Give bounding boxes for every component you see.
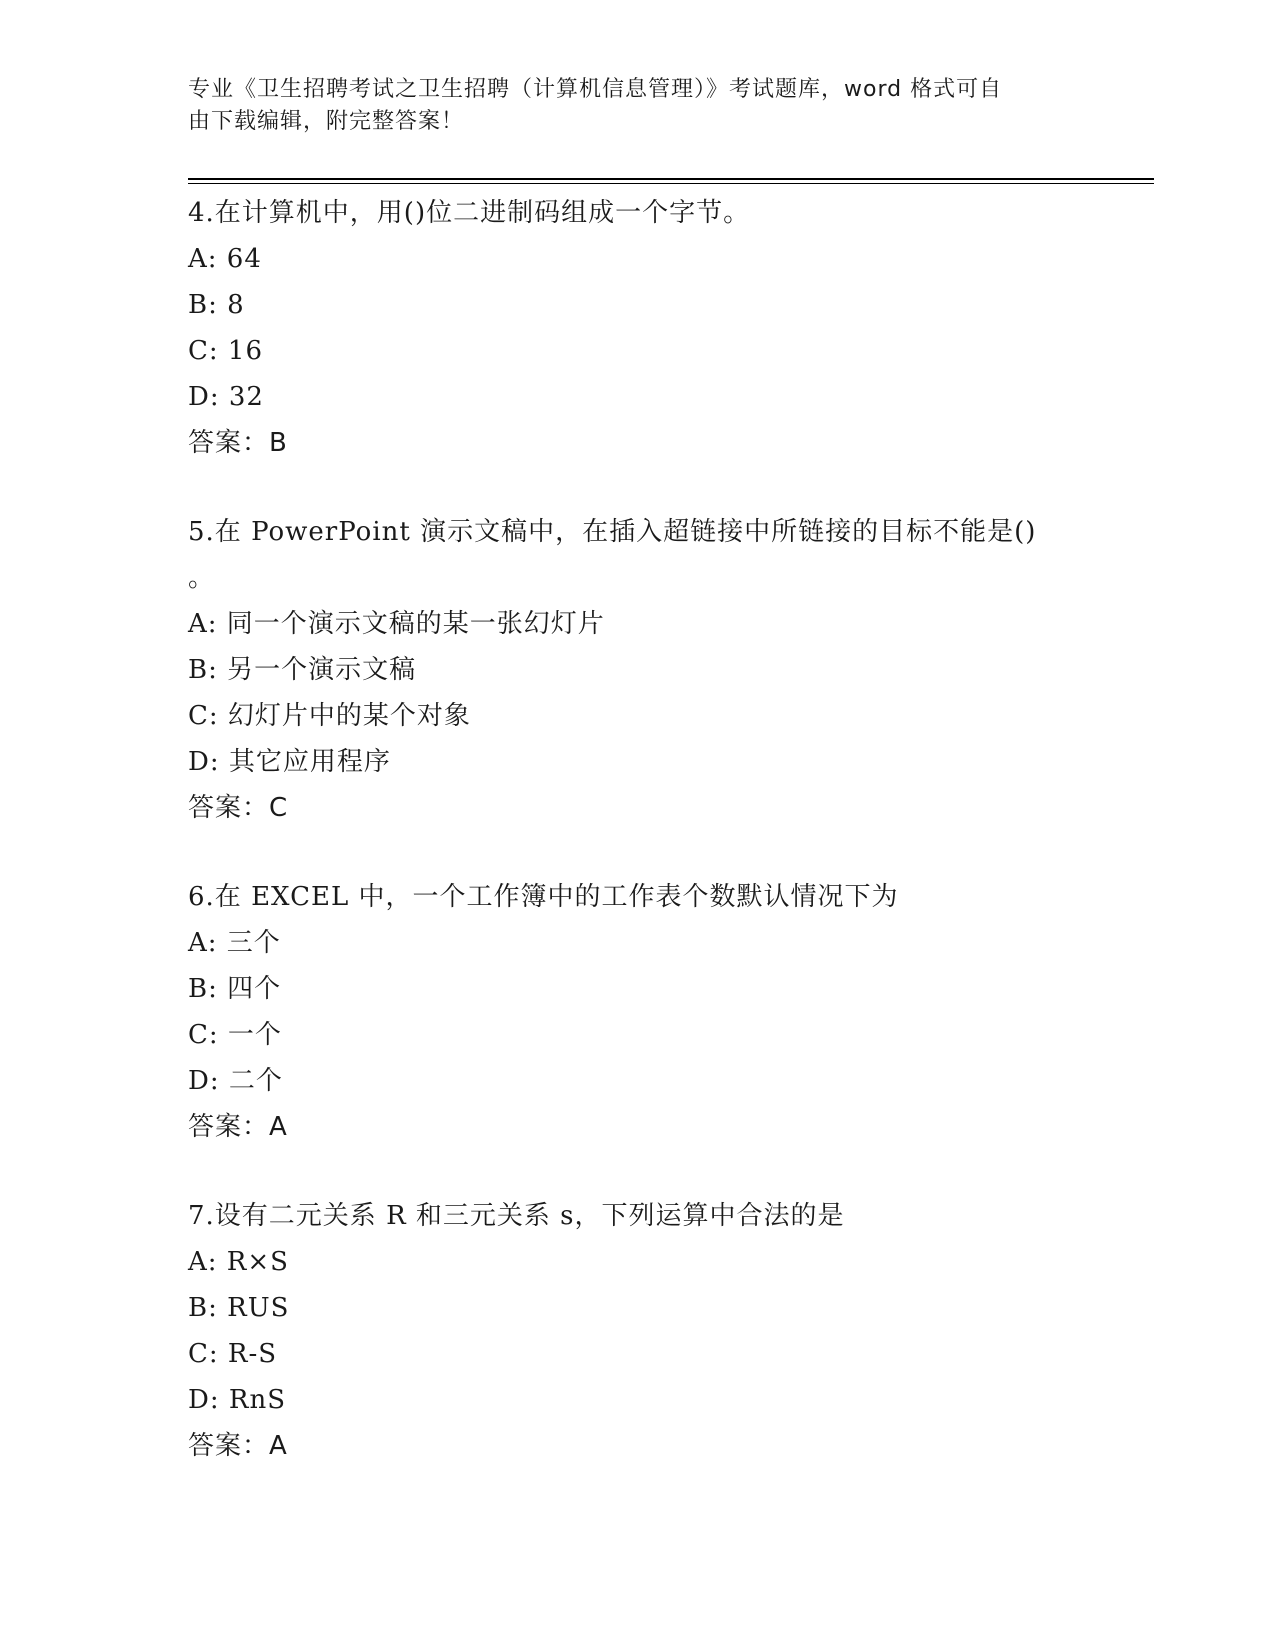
answer-label: 答案：C: [188, 793, 289, 823]
option-b: B: RUS: [188, 1293, 290, 1323]
option-b: B: 另一个演示文稿: [188, 655, 417, 685]
option-b: B: 8: [188, 290, 245, 320]
header-divider-thick: [188, 178, 1154, 180]
answer-label: 答案：B: [188, 428, 288, 458]
question-4: [188, 190, 1088, 466]
option-a: A: 三个: [188, 928, 281, 958]
option-a: A: 同一个演示文稿的某一张幻灯片: [188, 609, 605, 639]
option-d: D: 二个: [188, 1066, 283, 1096]
document-header: [188, 74, 1068, 138]
header-divider-thin: [188, 183, 1154, 184]
option-c: C: R-S: [188, 1339, 278, 1369]
question-7: [188, 1193, 1088, 1469]
answer-label: 答案：A: [188, 1431, 288, 1461]
question-stem: 7.设有二元关系 R 和三元关系 s，下列运算中合法的是: [188, 1201, 845, 1231]
option-d: D: RnS: [188, 1385, 287, 1415]
question-list: [188, 190, 1088, 1512]
question-stem: 5.在 PowerPoint 演示文稿中，在插入超链接中所链接的目标不能是(): [188, 517, 1037, 547]
option-a: A: R×S: [188, 1247, 289, 1277]
question-stem: 4.在计算机中，用()位二进制码组成一个字节。: [188, 198, 751, 228]
option-d: D: 其它应用程序: [188, 747, 391, 777]
header-line-1: 专业《卫生招聘考试之卫生招聘（计算机信息管理）》考试题库，word 格式可自: [188, 77, 1003, 102]
option-d: D: 32: [188, 382, 264, 412]
header-line-2: 由下载编辑，附完整答案！: [188, 109, 465, 134]
question-stem: 6.在 EXCEL 中，一个工作簿中的工作表个数默认情况下为: [188, 882, 899, 912]
option-c: C: 16: [188, 336, 264, 366]
question-stem-continuation: 。: [188, 563, 215, 593]
question-6: [188, 874, 1088, 1150]
option-b: B: 四个: [188, 974, 282, 1004]
option-c: C: 幻灯片中的某个对象: [188, 701, 471, 731]
question-5: [188, 509, 1088, 831]
option-a: A: 64: [188, 244, 262, 274]
answer-label: 答案：A: [188, 1112, 288, 1142]
option-c: C: 一个: [188, 1020, 282, 1050]
